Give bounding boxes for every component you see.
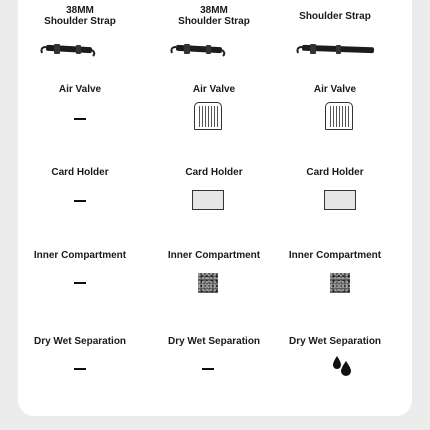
shoulder-strap-icon xyxy=(292,41,378,59)
shoulder-strap-icon xyxy=(36,41,96,59)
inner-compartment-label: Inner Compartment xyxy=(33,250,127,261)
inner-compartment-label: Inner Compartment xyxy=(167,250,261,261)
dry-wet-label: Dry Wet Separation xyxy=(167,336,261,347)
card-holder-label: Card Holder xyxy=(185,167,243,178)
mesh-compartment-icon xyxy=(330,273,350,293)
strap-size-label: 38MM xyxy=(200,5,228,16)
air-valve-label: Air Valve xyxy=(58,84,102,95)
dry-wet-label: Dry Wet Separation xyxy=(33,336,127,347)
card-holder-label: Card Holder xyxy=(306,167,364,178)
water-drops-icon xyxy=(330,354,354,383)
strap-label: Shoulder Strap xyxy=(178,16,250,27)
air-valve-label: Air Valve xyxy=(313,84,357,95)
not-available-dash xyxy=(202,368,214,370)
air-valve-label: Air Valve xyxy=(192,84,236,95)
air-valve-icon xyxy=(325,102,353,130)
strap-size-label: 38MM xyxy=(66,5,94,16)
dry-wet-label: Dry Wet Separation xyxy=(288,336,382,347)
strap-label: Shoulder Strap xyxy=(299,11,371,22)
shoulder-strap-icon xyxy=(166,41,226,59)
strap-label: Shoulder Strap xyxy=(44,16,116,27)
not-available-dash xyxy=(74,282,86,284)
not-available-dash xyxy=(74,200,86,202)
card-holder-label: Card Holder xyxy=(51,167,109,178)
inner-compartment-label: Inner Compartment xyxy=(288,250,382,261)
air-valve-icon xyxy=(194,102,222,130)
not-available-dash xyxy=(74,118,86,120)
not-available-dash xyxy=(74,368,86,370)
card-holder-icon xyxy=(192,190,224,210)
mesh-compartment-icon xyxy=(198,273,218,293)
card-holder-icon xyxy=(324,190,356,210)
